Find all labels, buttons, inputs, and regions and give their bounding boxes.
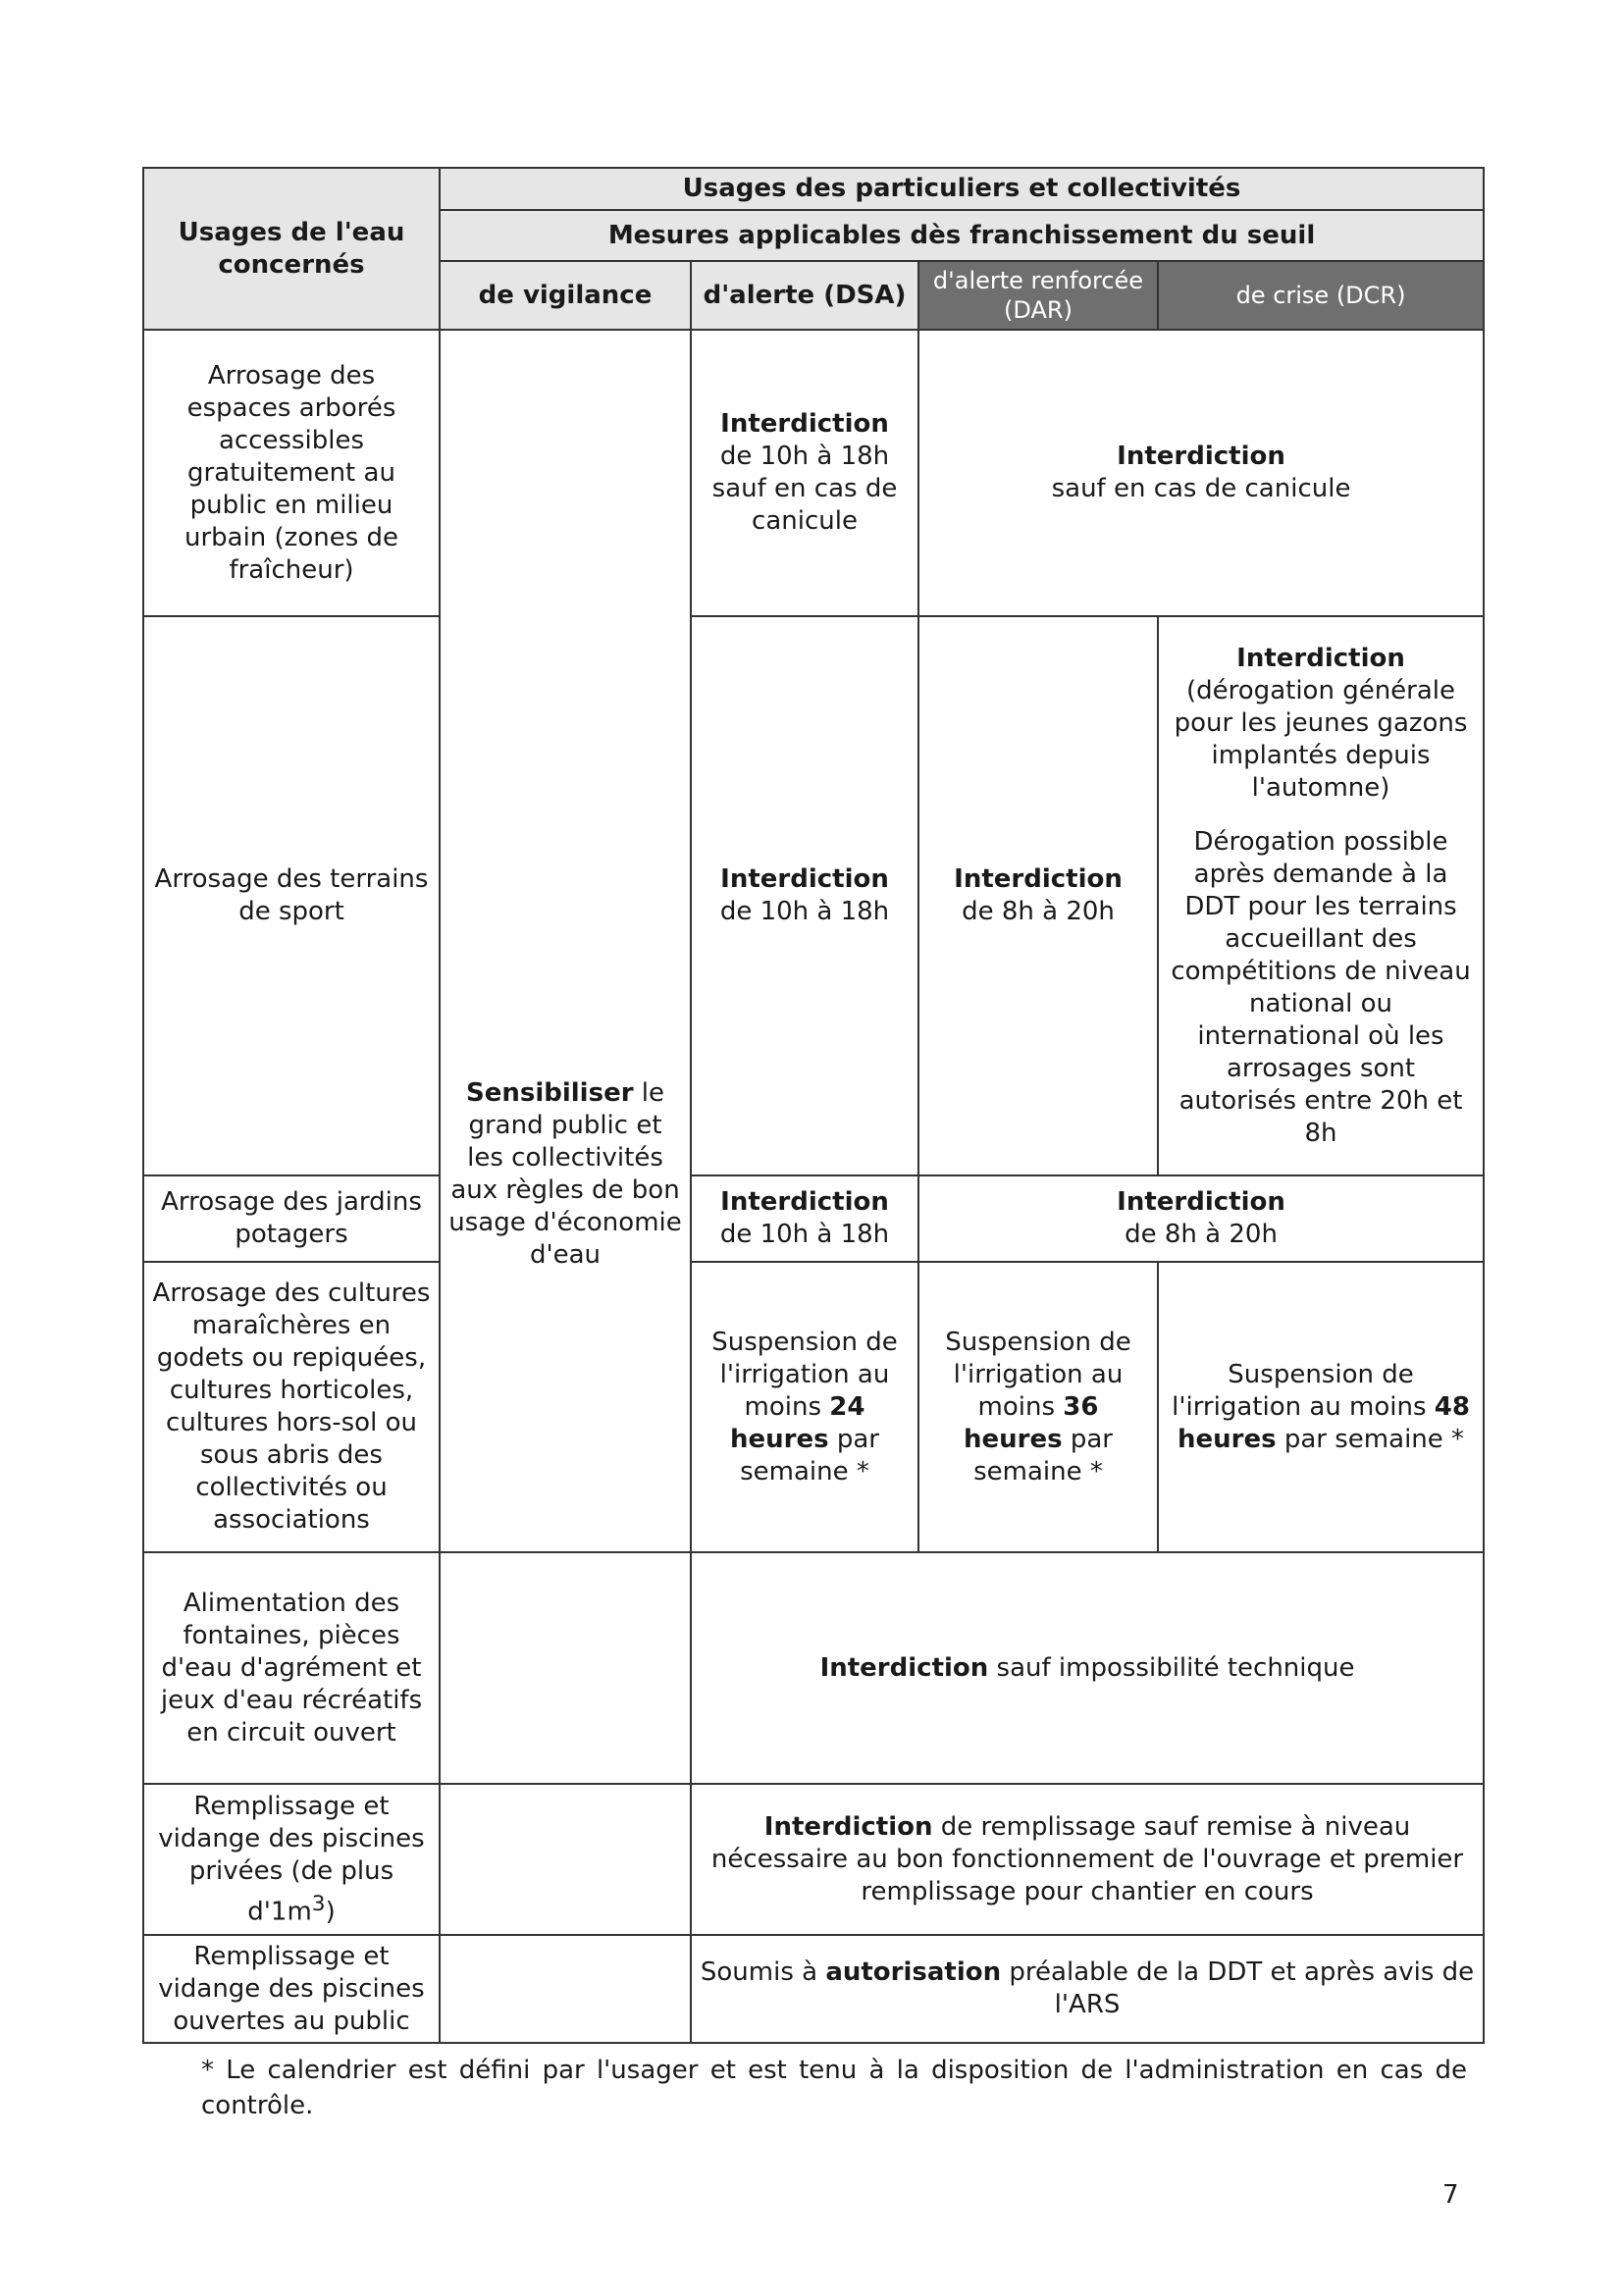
restriction-measures-table bbox=[142, 167, 1485, 2044]
usage-cell-cultures: Arrosage des cultures maraîchères en godets ou repiquées, cultures horticoles, cultures hors-sol ou sous abris des collectivités ou associations bbox=[143, 1262, 440, 1552]
vigilance-measure-cell bbox=[440, 330, 691, 1552]
piscines-privees-bold: Interdiction bbox=[763, 1811, 933, 1842]
vigilance-text: le grand public et les collectivités aux règles de bon usage d'économie d'eau bbox=[448, 1078, 682, 1270]
jardins-dsa-cell bbox=[691, 1175, 918, 1262]
vigilance-empty-cell-1 bbox=[440, 1552, 691, 1784]
piscines-privees-usage-sup: 3 bbox=[311, 1891, 326, 1916]
header-measures-title: Mesures applicables dès franchissement du seuil bbox=[440, 210, 1484, 261]
jardins-dar-dcr-text: de 8h à 20h bbox=[1125, 1220, 1278, 1249]
header-group-title: Usages des particuliers et collectivités bbox=[440, 168, 1484, 210]
fontaines-bold: Interdiction bbox=[819, 1652, 989, 1683]
header-level-dcr: de crise (DCR) bbox=[1158, 261, 1484, 330]
espaces-dsa-text: de 10h à 18h sauf en cas de canicule bbox=[711, 442, 898, 536]
fontaines-measure-cell bbox=[691, 1552, 1484, 1784]
cultures-dar-cell bbox=[918, 1262, 1158, 1552]
jardins-dsa-bold: Interdiction bbox=[720, 1187, 889, 1217]
header-level-dar: d'alerte renforcée (DAR) bbox=[918, 261, 1158, 330]
sport-dar-text: de 8h à 20h bbox=[962, 897, 1115, 926]
usage-cell-fontaines: Alimentation des fontaines, pièces d'eau d'agrément et jeux d'eau récréatifs en circuit ouvert bbox=[143, 1552, 440, 1784]
sport-dcr-cell bbox=[1158, 616, 1484, 1175]
jardins-dar-dcr-bold: Interdiction bbox=[1117, 1187, 1285, 1217]
vigilance-bold: Sensibiliser bbox=[465, 1078, 634, 1108]
cultures-dsa-bold: 24 heures bbox=[730, 1391, 865, 1454]
usage-cell-terrains-sport: Arrosage des terrains de sport bbox=[143, 616, 440, 1175]
footnote: * Le calendrier est défini par l'usager et est tenu à la disposition de l'administration en cas de contrôle. bbox=[201, 2056, 1467, 2120]
header-level-dsa: d'alerte (DSA) bbox=[691, 261, 918, 330]
page-number: 7 bbox=[1442, 2180, 1459, 2210]
cultures-dsa-pre: Suspension de l'irrigation au moins bbox=[711, 1327, 898, 1422]
espaces-dsa-bold: Interdiction bbox=[720, 409, 889, 439]
cultures-dar-bold: 36 heures bbox=[964, 1391, 1099, 1454]
espaces-dsa-cell bbox=[691, 330, 918, 616]
header-usage-column: Usages de l'eau concernés bbox=[143, 168, 440, 330]
jardins-dar-dcr-cell bbox=[918, 1175, 1484, 1262]
usage-cell-piscines-publiques: Remplissage et vidange des piscines ouvertes au public bbox=[143, 1935, 440, 2043]
piscines-publiques-measure-cell bbox=[691, 1935, 1484, 2043]
jardins-dsa-text: de 10h à 18h bbox=[719, 1220, 890, 1249]
piscines-privees-usage-end: ) bbox=[325, 1897, 336, 1927]
espaces-dar-dcr-bold: Interdiction bbox=[1117, 442, 1285, 471]
cultures-dar-pre: Suspension de l'irrigation au moins bbox=[945, 1327, 1131, 1422]
espaces-dar-dcr-text: sauf en cas de canicule bbox=[1051, 474, 1351, 503]
sport-dsa-cell bbox=[691, 616, 918, 1175]
header-level-vigilance: de vigilance bbox=[440, 261, 691, 330]
sport-dcr-text: (dérogation générale pour les jeunes gazons implantés depuis l'automne) bbox=[1174, 675, 1468, 803]
piscines-privees-measure-cell bbox=[691, 1784, 1484, 1935]
cultures-dcr-post: par semaine * bbox=[1276, 1424, 1465, 1454]
espaces-dar-dcr-cell bbox=[918, 330, 1484, 616]
cultures-dar-post: par semaine * bbox=[973, 1424, 1113, 1487]
cultures-dcr-cell bbox=[1158, 1262, 1484, 1552]
sport-dar-cell bbox=[918, 616, 1158, 1175]
sport-dcr-derogation-text: Dérogation possible après demande à la DDT pour les terrains accueillant des compétitions de niveau national ou international où les arrosages sont autorisés entre 20h et 8h bbox=[1171, 826, 1471, 1148]
piscines-publiques-bold: autorisation bbox=[825, 1957, 1002, 1987]
cultures-dsa-post: par semaine * bbox=[740, 1424, 879, 1487]
piscines-publiques-pre: Soumis à bbox=[700, 1957, 826, 1987]
cultures-dcr-pre: Suspension de l'irrigation au moins bbox=[1172, 1359, 1435, 1422]
vigilance-empty-cell-2 bbox=[440, 1784, 691, 1935]
piscines-privees-text: de remplissage sauf remise à niveau nécessaire au bon fonctionnement de l'ouvrage et premier remplissage pour chantier en cours bbox=[710, 1811, 1464, 1906]
cultures-dsa-cell bbox=[691, 1262, 918, 1552]
usage-cell-espaces-arbores: Arrosage des espaces arborés accessibles gratuitement au public en milieu urbain (zones de fraîcheur) bbox=[143, 330, 440, 616]
sport-dsa-text: de 10h à 18h bbox=[719, 897, 890, 926]
sport-dsa-bold: Interdiction bbox=[720, 864, 889, 894]
vigilance-empty-cell-3 bbox=[440, 1935, 691, 2043]
sport-dcr-bold: Interdiction bbox=[1236, 643, 1405, 673]
fontaines-text: sauf impossibilité technique bbox=[988, 1652, 1355, 1683]
piscines-privees-usage-text: Remplissage et vidange des piscines privées (de plus d'1m bbox=[158, 1791, 425, 1927]
usage-cell-piscines-privees bbox=[143, 1784, 440, 1935]
usage-cell-jardins-potagers: Arrosage des jardins potagers bbox=[143, 1175, 440, 1262]
cultures-dcr-bold: 48 heures bbox=[1178, 1391, 1470, 1454]
piscines-publiques-post: préalable de la DDT et après avis de l'ARS bbox=[1001, 1957, 1475, 2019]
sport-dar-bold: Interdiction bbox=[954, 864, 1123, 894]
